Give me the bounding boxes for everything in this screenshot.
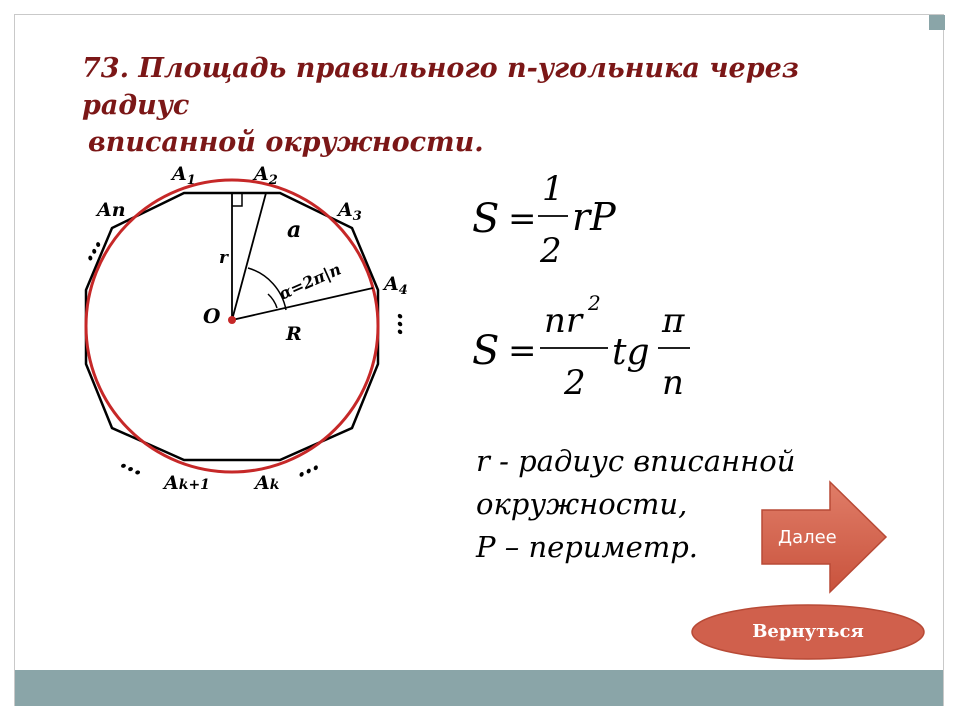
formula-1-rest: rP bbox=[572, 195, 616, 239]
formula-2 bbox=[472, 291, 690, 403]
formula-2-eq: = bbox=[508, 331, 537, 371]
dots-lower-right: … bbox=[288, 446, 323, 484]
right-angle-marker bbox=[232, 193, 242, 206]
vertex-an-label: An bbox=[97, 199, 126, 221]
vertex-a1-label: $A_1$ bbox=[172, 163, 196, 188]
description-line-3: P – периметр. bbox=[476, 530, 699, 564]
formula-description bbox=[476, 440, 795, 569]
vertex-a3-label: $A_3$ bbox=[338, 199, 362, 224]
formula-2-tg: tg bbox=[612, 332, 650, 373]
radius-to-a2 bbox=[232, 193, 266, 320]
formula-1-den: 2 bbox=[540, 231, 562, 271]
title-line-1: 73. Площадь правильного n-угольника через радиус bbox=[82, 53, 799, 121]
dots-lower-left: … bbox=[116, 444, 151, 482]
area-formulas bbox=[470, 170, 730, 410]
formula-1-num: 1 bbox=[542, 170, 564, 209]
description-line-2: окружности, bbox=[476, 487, 688, 521]
vertex-ak-label: Ak bbox=[255, 472, 280, 494]
center-label: O bbox=[203, 304, 221, 328]
next-button-label: Далее bbox=[778, 527, 837, 548]
vertex-a2-label: $A_2$ bbox=[254, 163, 278, 188]
formula-2-den: 2 bbox=[564, 363, 586, 403]
formula-1-s: S bbox=[472, 196, 500, 242]
formula-1 bbox=[472, 170, 617, 271]
vertex-a4-label: $A_4$ bbox=[384, 273, 408, 298]
formula-2-n: n bbox=[662, 363, 684, 403]
radius-label: R bbox=[286, 323, 302, 345]
dots-upper-left: … bbox=[70, 230, 108, 266]
formula-2-s: S bbox=[472, 328, 500, 374]
title-line-2: вписанной окружности. bbox=[88, 127, 484, 158]
description-line-1: r - радиус вписанной bbox=[476, 444, 796, 478]
formula-2-exp: 2 bbox=[588, 291, 601, 315]
angle-arc-2 bbox=[268, 294, 277, 308]
vertex-ak1-label: Ak+1 bbox=[164, 472, 210, 494]
angle-label: α=2π|n bbox=[275, 259, 344, 304]
back-button-label: Вернуться bbox=[752, 621, 864, 642]
dots-right: … bbox=[392, 312, 421, 336]
center-point bbox=[228, 316, 236, 324]
formula-1-eq: = bbox=[508, 199, 537, 239]
next-button[interactable] bbox=[760, 480, 890, 595]
inradius-label: r bbox=[219, 248, 228, 268]
formula-2-pi: π bbox=[662, 301, 685, 341]
back-button[interactable] bbox=[690, 603, 926, 661]
side-label: a bbox=[287, 217, 302, 243]
formula-2-num: nr bbox=[544, 301, 583, 341]
